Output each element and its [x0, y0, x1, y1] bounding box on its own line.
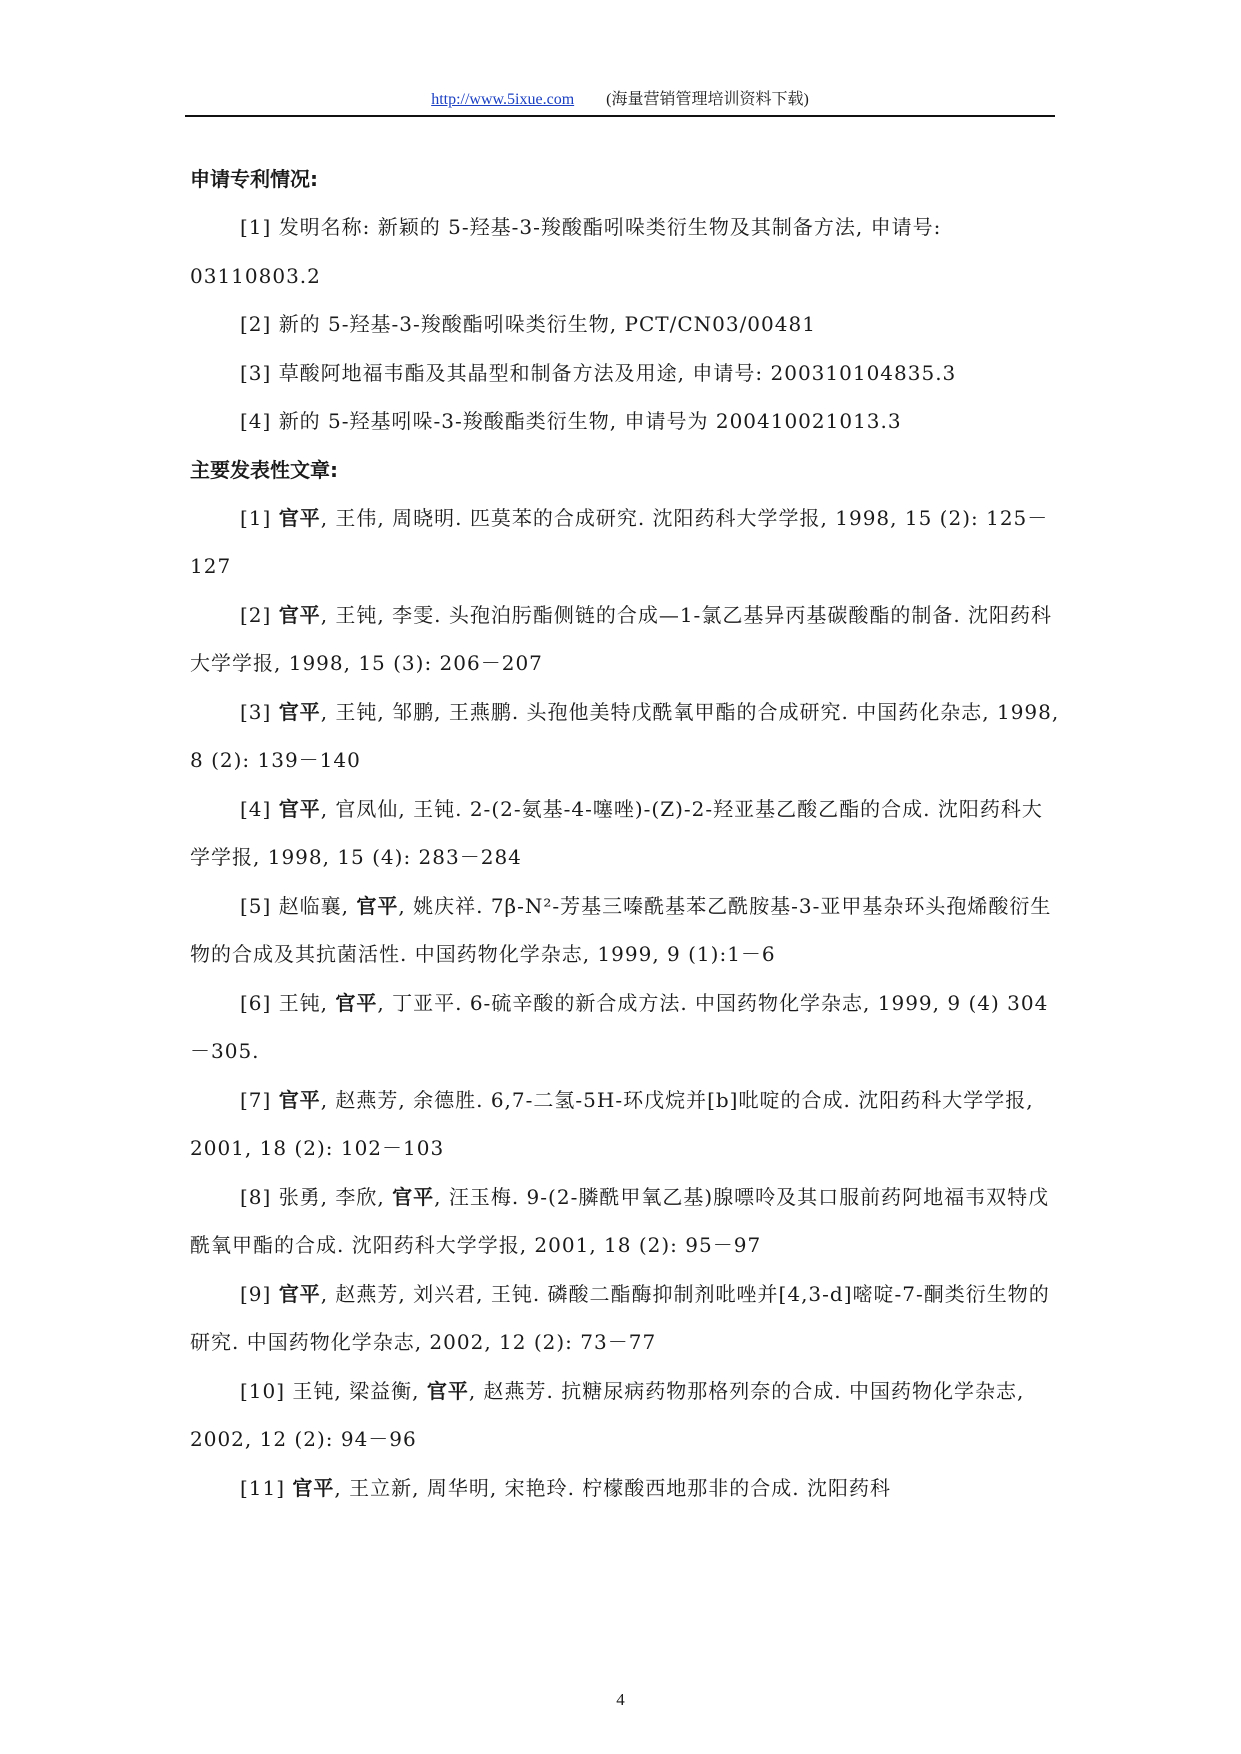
- patent-item: [1] 发明名称: 新颖的 5-羟基-3-羧酸酯吲哚类衍生物及其制备方法, 申请号: 03110803.2: [190, 215, 942, 288]
- author-highlight: 官平: [278, 699, 321, 724]
- paper-citation: , 官凤仙, 王钝. 2-(2-氨基-4-噻唑)-(Z)-2-羟亚基乙酸乙酯的合成. 沈阳药科大学学报, 1998, 15 (4): 283－284: [190, 796, 1043, 869]
- paper-citation: , 丁亚平. 6-硫辛酸的新合成方法. 中国药物化学杂志, 1999, 9 (4) 304－305.: [190, 990, 1049, 1063]
- author-highlight: 官平: [278, 796, 321, 821]
- paper-prefix: [8] 张勇, 李欣,: [240, 1184, 393, 1209]
- patent-item: [2] 新的 5-羟基-3-羧酸酯吲哚类衍生物, PCT/CN03/00481: [240, 312, 816, 336]
- paper-prefix: [5] 赵临襄,: [240, 893, 357, 918]
- paper-citation: , 汪玉梅. 9-(2-膦酰甲氧乙基)腺嘌呤及其口服前药阿地福韦双特戊酰氧甲酯的合成. 沈阳药科大学学报, 2001, 18 (2): 95－97: [190, 1184, 1050, 1257]
- paper-citation: , 赵燕芳, 余德胜. 6,7-二氢-5H-环戊烷并[b]吡啶的合成. 沈阳药科大学学报, 2001, 18 (2): 102－103: [190, 1087, 1034, 1160]
- author-highlight: 官平: [278, 1087, 321, 1112]
- paper-item: [190, 882, 1060, 979]
- patent-item: [4] 新的 5-羟基吲哚-3-羧酸酯类衍生物, 申请号为 200410021013.3: [240, 409, 902, 433]
- paper-citation: , 王钝, 李雯. 头孢泊肟酯侧链的合成—1-氯乙基异丙基碳酸酯的制备. 沈阳药科大学学报, 1998, 15 (3): 206－207: [190, 602, 1053, 675]
- paper-prefix: [1]: [240, 505, 279, 530]
- paper-item: [190, 1464, 1060, 1513]
- paper-citation: , 王立新, 周华明, 宋艳玲. 柠檬酸西地那非的合成. 沈阳药科: [334, 1475, 891, 1500]
- paper-item: [190, 1270, 1060, 1367]
- paper-citation: , 赵燕芳, 刘兴君, 王钝. 磷酸二酯酶抑制剂吡唑并[4,3-d]嘧啶-7-酮类衍生物的研究. 中国药物化学杂志, 2002, 12 (2): 73－77: [190, 1281, 1050, 1354]
- patent-list: [190, 203, 1060, 446]
- author-highlight: 官平: [356, 893, 399, 918]
- paper-prefix: [3]: [240, 699, 279, 724]
- header-rule: [185, 115, 1055, 117]
- page-body: [190, 155, 1060, 1512]
- paper-prefix: [6] 王钝,: [240, 990, 336, 1015]
- papers-heading: 主要发表性文章:: [190, 457, 338, 482]
- paper-item: [190, 1173, 1060, 1270]
- paper-item: [190, 494, 1060, 591]
- author-highlight: 官平: [392, 1184, 435, 1209]
- paper-item: [190, 688, 1060, 785]
- site-link[interactable]: http://www.5ixue.com: [431, 91, 575, 108]
- paper-citation: , 赵燕芳. 抗糖尿病药物那格列奈的合成. 中国药物化学杂志, 2002, 12 (2): 94－96: [190, 1378, 1025, 1451]
- author-highlight: 官平: [335, 990, 378, 1015]
- page-number: 4: [616, 1690, 625, 1709]
- author-highlight: 官平: [278, 602, 321, 627]
- page-header: [185, 86, 1055, 109]
- patents-heading: 申请专利情况:: [190, 167, 318, 191]
- paper-list: [190, 494, 1060, 1513]
- paper-prefix: [4]: [240, 796, 279, 821]
- patent-item: [3] 草酸阿地福韦酯及其晶型和制备方法及用途, 申请号: 200310104835.3: [240, 360, 957, 385]
- paper-prefix: [9]: [240, 1281, 279, 1306]
- paper-citation: , 王伟, 周晓明. 匹莫苯的合成研究. 沈阳药科大学学报, 1998, 15 (2): 125－127: [190, 505, 1049, 578]
- author-highlight: 官平: [426, 1378, 469, 1403]
- paper-item: [190, 1076, 1060, 1173]
- paper-item: [190, 1367, 1060, 1464]
- header-tagline: (海量营销管理培训资料下载): [606, 91, 809, 108]
- paper-item: [190, 785, 1060, 882]
- paper-item: [190, 591, 1060, 688]
- author-highlight: 官平: [278, 1281, 321, 1306]
- paper-prefix: [11]: [240, 1475, 293, 1500]
- author-highlight: 官平: [292, 1475, 335, 1500]
- author-highlight: 官平: [278, 505, 321, 530]
- paper-prefix: [7]: [240, 1087, 279, 1112]
- paper-item: [190, 979, 1060, 1076]
- paper-prefix: [10] 王钝, 梁益衡,: [240, 1378, 427, 1403]
- paper-prefix: [2]: [240, 602, 279, 627]
- paper-citation: , 王钝, 邹鹏, 王燕鹏. 头孢他美特戊酰氧甲酯的合成研究. 中国药化杂志, 1998, 8 (2): 139－140: [190, 699, 1060, 772]
- paper-citation: , 姚庆祥. 7β-N²-芳基三嗪酰基苯乙酰胺基-3-亚甲基杂环头孢烯酸衍生物的合成及其抗菌活性. 中国药物化学杂志, 1999, 9 (1):1－6: [190, 893, 1052, 966]
